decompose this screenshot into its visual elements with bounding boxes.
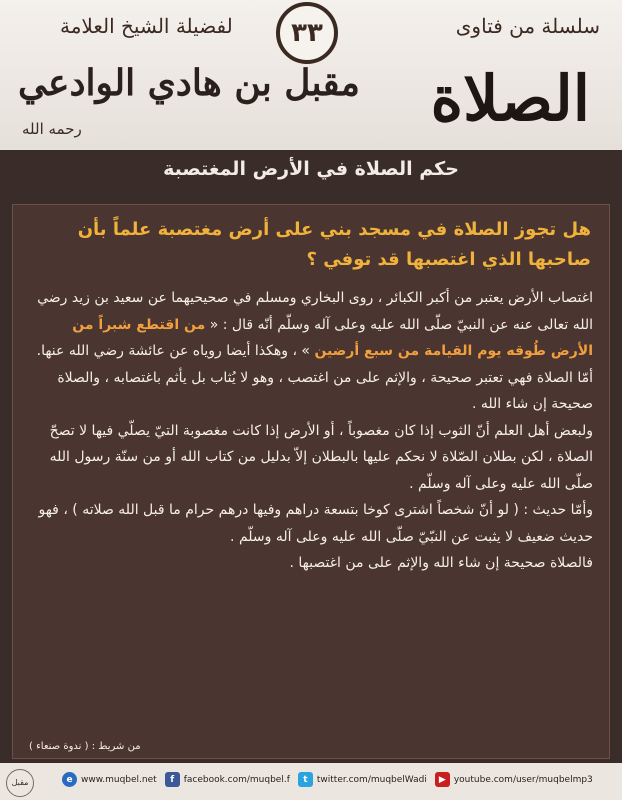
fatwa-title: حكم الصلاة في الأرض المغتصبة	[163, 158, 459, 180]
twitter-icon: t	[298, 772, 313, 787]
footer	[0, 763, 622, 800]
hadith-quote: من اقتطع شبراً من الأرض طُوقه يوم القيامة من سبع أرضين	[72, 316, 593, 359]
twitter-link-text: twitter.com/muqbelWadi	[316, 774, 427, 785]
header	[0, 0, 622, 150]
footer-links	[62, 772, 593, 787]
twitter-link[interactable]	[298, 772, 427, 787]
answer-paragraph-4: وأمّا حديث : ( لو أنّ شخصاً اشترى كوخا بتسعة دراهم وفيها درهم حرام ما قبل الله صلاته ) ، فهو حديث ضعيف لا يثبت عن النبّيّ صلّى الله عليه وعلى آله وسلّم .	[38, 502, 593, 545]
website-link-text: www.muqbel.net	[81, 774, 157, 785]
answer-paragraph-2: أمّا الصلاة فهي تعتبر صحيحة ، والإثم على من اغتصب ، وهو لا يُثاب بل يأثم باغتصابه ، والصلاة صحيحة إن شاء الله .	[57, 369, 593, 412]
answer-paragraph-5: فالصلاة صحيحة إن شاء الله والإثم على من اغتصبها .	[289, 555, 593, 571]
website-link[interactable]	[62, 772, 157, 787]
logo: مقبل	[6, 769, 34, 797]
answer-p1-start: اغتصاب الأرض يعتبر من أكبر الكبائر ، روى البخاري ومسلم في صحيحيهما عن سعيد بن زيد رضي الله تعالى عنه عن النبيّ صلّى الله عليه وعلى آله وسلّم أنّه قال : «	[37, 290, 593, 333]
rahimahullah: رحمه الله	[22, 120, 82, 138]
globe-icon: e	[62, 772, 77, 787]
answer-text	[27, 285, 593, 577]
youtube-link-text: youtube.com/user/muqbelmp3	[453, 774, 593, 785]
topic-title: الصلاة	[430, 62, 590, 135]
answer-paragraph-1	[27, 285, 593, 365]
facebook-link-text: facebook.com/muqbel.f	[183, 774, 290, 785]
content-frame	[0, 192, 622, 763]
facebook-link[interactable]	[165, 772, 290, 787]
shaykh-prefix: لفضيلة الشيخ العلامة	[60, 14, 233, 38]
fatwa-number: ٣٣	[276, 2, 338, 64]
source-note: من شريط : ( ندوة صنعاء )	[29, 741, 141, 752]
answer-paragraph-3: ولبعض أهل العلم أنّ الثوب إذا كان مغصوباً ، أو الأرض إذا كانت مغصوبة التيّ يصلّي فيها لا تصحّ الصلاة ، لكن بطلان الصّلاة لا نحكم عليها بالبطلان إلاّ بدليل من كتاب الله أو من سنّة رسول الله صلّى الله عليه وعلى آله وسلّم .	[49, 422, 593, 492]
shaykh-name: مقبل بن هادي الوادعي	[18, 62, 360, 104]
youtube-link[interactable]	[435, 772, 593, 787]
title-bar	[0, 150, 622, 192]
series-label: سلسلة من فتاوى	[455, 14, 600, 38]
question-text: هل تجوز الصلاة في مسجد بني على أرض مغتصبة علماً بأن صاحبها الذي اغتصبها قد توفي ؟	[77, 219, 591, 270]
youtube-icon: ▶	[435, 772, 450, 787]
content-panel	[12, 204, 610, 759]
answer-p1-end: » ، وهكذا أيضا روياه عن عائشة رضي الله عنها.	[36, 343, 310, 359]
facebook-icon: f	[165, 772, 180, 787]
